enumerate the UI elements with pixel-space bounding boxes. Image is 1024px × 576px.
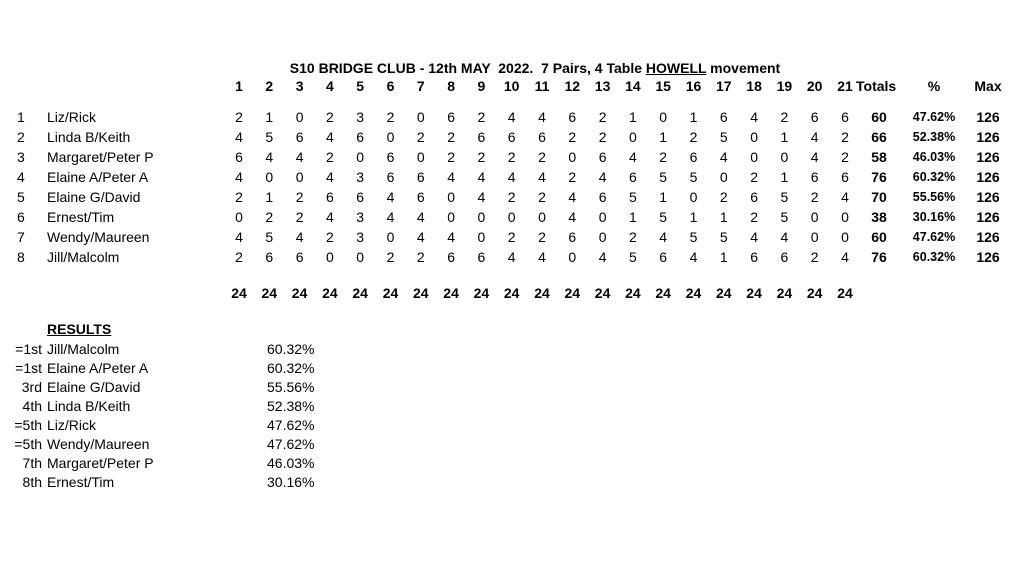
pair-max: 126	[976, 129, 1000, 145]
board-total: 24	[413, 285, 429, 301]
pair-max: 126	[976, 209, 1000, 225]
totals-header: Totals	[856, 78, 897, 94]
score-cell: 1	[780, 169, 789, 185]
result-name: Jill/Malcolm	[47, 341, 120, 357]
board-header: 21	[837, 78, 853, 94]
score-cell: 0	[386, 229, 395, 245]
pair-number: 6	[17, 209, 25, 225]
board-header: 18	[746, 78, 762, 94]
score-cell: 1	[659, 189, 668, 205]
pair-max: 126	[976, 249, 1000, 265]
score-cell: 2	[325, 149, 334, 165]
score-cell: 5	[659, 209, 668, 225]
board-header: 15	[655, 78, 671, 94]
score-cell: 2	[841, 149, 849, 165]
score-cell: 6	[477, 249, 486, 265]
score-cell: 4	[841, 249, 849, 265]
board-total: 24	[685, 285, 702, 301]
score-cell: 1	[659, 129, 668, 145]
score-cell: 3	[356, 169, 365, 185]
score-cell: 4	[265, 149, 274, 165]
pair-total: 76	[871, 249, 887, 265]
score-cell: 6	[356, 189, 365, 205]
score-cell: 0	[780, 149, 789, 165]
score-cell: 3	[356, 229, 365, 245]
board-total: 24	[716, 285, 732, 301]
board-header: 13	[594, 78, 611, 94]
score-cell: 0	[568, 249, 577, 265]
pair-percent: 52.38%	[912, 130, 956, 144]
score-cell: 5	[719, 229, 728, 245]
score-cell: 1	[689, 109, 698, 125]
score-cell: 1	[719, 209, 728, 225]
score-cell: 4	[295, 149, 304, 165]
pair-max: 126	[976, 229, 1000, 245]
score-cell: 4	[386, 189, 395, 205]
score-cell: 4	[689, 249, 698, 265]
board-total: 24	[625, 285, 641, 301]
score-cell: 1	[689, 209, 698, 225]
score-cell: 4	[538, 109, 546, 125]
score-cell: 6	[628, 169, 637, 185]
score-cell: 2	[386, 109, 395, 125]
board-total: 24	[837, 285, 853, 301]
score-cell: 6	[810, 109, 819, 125]
score-cell: 4	[507, 249, 516, 265]
result-place: =1st	[15, 360, 42, 376]
score-cell: 0	[295, 109, 304, 125]
score-cell: 4	[325, 209, 334, 225]
board-header: 1	[235, 78, 243, 94]
result-place: =5th	[14, 417, 42, 433]
score-cell: 5	[628, 189, 637, 205]
pair-number: 2	[17, 129, 25, 145]
score-cell: 4	[325, 169, 334, 185]
pair-name: Elaine A/Peter A	[47, 169, 149, 185]
score-cell: 0	[841, 229, 849, 245]
score-cell: 1	[628, 109, 637, 125]
score-cell: 2	[810, 249, 819, 265]
score-cell: 2	[477, 109, 486, 125]
score-cell: 2	[265, 209, 274, 225]
score-cell: 4	[810, 129, 819, 145]
score-cell: 2	[235, 109, 243, 125]
score-cell: 6	[659, 249, 668, 265]
score-cell: 3	[356, 109, 365, 125]
score-cell: 2	[659, 149, 668, 165]
board-header: 6	[386, 78, 395, 94]
score-cell: 6	[356, 129, 365, 145]
board-header: 8	[447, 78, 455, 94]
score-cell: 2	[628, 229, 637, 245]
board-header: 19	[776, 78, 793, 94]
result-place: 8th	[22, 474, 42, 490]
score-cell: 6	[568, 109, 577, 125]
board-total: 24	[322, 285, 338, 301]
score-cell: 0	[265, 169, 274, 185]
score-cell: 2	[598, 129, 607, 145]
result-percent: 52.38%	[267, 398, 315, 414]
board-total: 24	[564, 285, 581, 301]
score-cell: 4	[750, 229, 758, 245]
pair-number: 3	[17, 149, 25, 165]
score-cell: 2	[416, 129, 425, 145]
result-percent: 60.32%	[267, 360, 315, 376]
score-cell: 6	[386, 149, 395, 165]
score-cell: 2	[386, 249, 395, 265]
pair-name: Elaine G/David	[47, 189, 141, 205]
result-percent: 30.16%	[267, 474, 315, 490]
pair-percent: 47.62%	[912, 110, 956, 124]
score-cell: 6	[386, 169, 395, 185]
result-place: 7th	[22, 455, 42, 471]
score-cell: 6	[568, 229, 577, 245]
score-cell: 4	[386, 209, 395, 225]
pair-total: 58	[871, 149, 887, 165]
score-cell: 6	[477, 129, 486, 145]
score-cell: 2	[325, 229, 334, 245]
score-cell: 0	[447, 189, 455, 205]
score-cell: 6	[841, 169, 849, 185]
board-header: 2	[265, 78, 274, 94]
pair-number: 5	[17, 189, 25, 205]
pair-max: 126	[976, 109, 1000, 125]
score-cell: 6	[538, 129, 546, 145]
score-cell: 6	[780, 249, 789, 265]
board-header: 5	[356, 78, 365, 94]
score-cell: 5	[780, 189, 789, 205]
score-cell: 4	[598, 249, 607, 265]
score-cell: 2	[295, 209, 304, 225]
board-header: 11	[534, 78, 550, 94]
result-percent: 55.56%	[267, 379, 315, 395]
pair-total: 60	[871, 109, 887, 125]
score-cell: 6	[447, 249, 455, 265]
board-header: 9	[477, 78, 486, 94]
result-place: =1st	[15, 341, 42, 357]
board-header: 4	[325, 78, 334, 94]
result-place: 3rd	[21, 379, 42, 395]
score-cell: 6	[719, 109, 728, 125]
score-cell: 5	[689, 169, 698, 185]
score-cell: 6	[416, 169, 425, 185]
pair-max: 126	[976, 189, 1000, 205]
score-cell: 0	[325, 249, 334, 265]
score-cell: 0	[295, 169, 304, 185]
score-cell: 5	[628, 249, 637, 265]
pair-max: 126	[976, 169, 1000, 185]
pair-percent: 47.62%	[912, 230, 956, 244]
score-cell: 6	[295, 249, 304, 265]
score-cell: 2	[295, 189, 304, 205]
score-cell: 0	[810, 229, 819, 245]
score-cell: 2	[447, 129, 455, 145]
score-cell: 2	[719, 189, 728, 205]
score-cell: 0	[386, 129, 395, 145]
score-cell: 4	[477, 189, 486, 205]
score-cell: 4	[416, 209, 425, 225]
score-cell: 2	[780, 109, 789, 125]
board-total: 24	[473, 285, 490, 301]
board-total: 24	[352, 285, 368, 301]
pair-percent: 46.03%	[912, 150, 956, 164]
board-total: 24	[231, 285, 247, 301]
result-percent: 47.62%	[267, 436, 315, 452]
pair-name: Wendy/Maureen	[47, 229, 150, 245]
score-cell: 2	[598, 109, 607, 125]
pair-total: 38	[871, 209, 887, 225]
board-header: 20	[806, 78, 823, 94]
score-cell: 4	[235, 169, 243, 185]
score-cell: 0	[689, 189, 698, 205]
percent-header: %	[927, 78, 941, 94]
result-name: Liz/Rick	[47, 417, 97, 433]
score-cell: 2	[416, 249, 425, 265]
title-suffix: movement	[706, 60, 781, 76]
pair-name: Linda B/Keith	[47, 129, 131, 145]
board-header: 3	[295, 78, 304, 94]
score-cell: 2	[538, 229, 546, 245]
score-cell: 0	[235, 209, 243, 225]
score-cell: 5	[689, 229, 698, 245]
score-cell: 2	[750, 209, 758, 225]
score-cell: 5	[780, 209, 789, 225]
board-total: 24	[776, 285, 793, 301]
score-cell: 0	[659, 109, 668, 125]
board-header: 7	[416, 78, 425, 94]
score-cell: 4	[295, 229, 304, 245]
board-header: 17	[716, 78, 732, 94]
pair-total: 66	[871, 129, 887, 145]
board-total: 24	[503, 285, 520, 301]
score-cell: 2	[325, 109, 334, 125]
board-header: 12	[564, 78, 581, 94]
score-cell: 2	[810, 189, 819, 205]
page-title	[0, 60, 1024, 76]
score-cell: 4	[477, 169, 486, 185]
score-cell: 4	[507, 109, 516, 125]
score-cell: 0	[598, 229, 607, 245]
score-cell: 0	[568, 149, 577, 165]
score-cell: 6	[325, 189, 334, 205]
board-total: 24	[261, 285, 278, 301]
score-cell: 2	[568, 129, 577, 145]
title-underlined: HOWELL	[645, 60, 707, 76]
result-name: Ernest/Tim	[47, 474, 115, 490]
score-cell: 2	[235, 249, 243, 265]
score-cell: 6	[841, 109, 849, 125]
score-cell: 0	[598, 209, 607, 225]
pair-number: 4	[17, 169, 25, 185]
result-place: 4th	[22, 398, 42, 414]
score-cell: 0	[507, 209, 516, 225]
score-cell: 0	[628, 129, 637, 145]
score-cell: 5	[265, 129, 274, 145]
score-cell: 2	[507, 229, 516, 245]
max-header: Max	[974, 78, 1002, 94]
score-cell: 2	[568, 169, 577, 185]
score-cell: 6	[598, 149, 607, 165]
score-cell: 0	[538, 209, 546, 225]
results-title: RESULTS	[47, 321, 112, 337]
pair-name: Jill/Malcolm	[47, 249, 120, 265]
score-cell: 6	[810, 169, 819, 185]
score-cell: 4	[507, 169, 516, 185]
score-cell: 6	[447, 109, 455, 125]
score-cell: 4	[810, 149, 819, 165]
score-cell: 6	[265, 249, 274, 265]
score-cell: 0	[416, 109, 425, 125]
score-cell: 2	[538, 189, 546, 205]
board-header: 10	[503, 78, 520, 94]
board-total: 24	[291, 285, 308, 301]
score-cell: 2	[507, 149, 516, 165]
result-name: Elaine G/David	[47, 379, 141, 395]
score-cell: 4	[538, 249, 546, 265]
score-cell: 6	[416, 189, 425, 205]
score-cell: 2	[507, 189, 516, 205]
score-cell: 6	[235, 149, 243, 165]
score-cell: 1	[265, 109, 274, 125]
score-cell: 0	[477, 209, 486, 225]
result-percent: 46.03%	[267, 455, 315, 471]
score-cell: 3	[356, 209, 365, 225]
score-cell: 4	[538, 169, 546, 185]
pair-percent: 55.56%	[912, 190, 956, 204]
score-cell: 2	[750, 169, 758, 185]
pair-percent: 30.16%	[912, 210, 956, 224]
score-cell: 4	[416, 229, 425, 245]
board-total: 24	[655, 285, 671, 301]
pair-number: 1	[17, 109, 25, 125]
score-cell: 4	[628, 149, 637, 165]
score-cell: 2	[447, 149, 455, 165]
board-total: 24	[382, 285, 399, 301]
pair-percent: 60.32%	[912, 250, 956, 264]
result-name: Margaret/Peter P	[47, 455, 154, 471]
score-cell: 2	[538, 149, 546, 165]
result-percent: 47.62%	[267, 417, 315, 433]
score-cell: 2	[235, 189, 243, 205]
score-cell: 6	[750, 249, 758, 265]
title-text: S10 BRIDGE CLUB - 12th MAY 2022. 7 Pairs, 4 Table	[289, 60, 646, 76]
board-total: 24	[806, 285, 823, 301]
result-percent: 60.32%	[267, 341, 315, 357]
score-cell: 0	[750, 149, 758, 165]
score-cell: 4	[325, 129, 334, 145]
score-cell: 4	[235, 229, 243, 245]
score-cell: 6	[689, 149, 698, 165]
pair-number: 8	[17, 249, 25, 265]
score-cell: 0	[416, 149, 425, 165]
result-name: Linda B/Keith	[47, 398, 131, 414]
pair-total: 76	[871, 169, 887, 185]
board-total: 24	[443, 285, 459, 301]
score-cell: 4	[659, 229, 668, 245]
score-cell: 4	[447, 169, 455, 185]
score-cell: 4	[235, 129, 243, 145]
score-cell: 4	[750, 109, 758, 125]
score-cell: 0	[810, 209, 819, 225]
score-cell: 0	[477, 229, 486, 245]
score-cell: 5	[265, 229, 274, 245]
score-cell: 4	[780, 229, 789, 245]
score-cell: 4	[568, 189, 577, 205]
score-cell: 0	[841, 209, 849, 225]
pair-name: Margaret/Peter P	[47, 149, 154, 165]
score-cell: 1	[628, 209, 637, 225]
score-cell: 4	[447, 229, 455, 245]
score-cell: 6	[507, 129, 516, 145]
board-total: 24	[534, 285, 550, 301]
score-cell: 1	[719, 249, 728, 265]
score-cell: 0	[356, 249, 365, 265]
result-name: Wendy/Maureen	[47, 436, 150, 452]
board-header: 16	[685, 78, 702, 94]
pair-number: 7	[17, 229, 25, 245]
pair-percent: 60.32%	[912, 170, 956, 184]
score-cell: 0	[750, 129, 758, 145]
result-name: Elaine A/Peter A	[47, 360, 149, 376]
score-cell: 5	[719, 129, 728, 145]
score-cell: 1	[780, 129, 789, 145]
score-cell: 0	[447, 209, 455, 225]
score-cell: 4	[841, 189, 849, 205]
board-header: 14	[625, 78, 641, 94]
pair-name: Ernest/Tim	[47, 209, 115, 225]
pair-max: 126	[976, 149, 1000, 165]
score-cell: 2	[477, 149, 486, 165]
pair-total: 70	[871, 189, 887, 205]
score-cell: 6	[750, 189, 758, 205]
result-place: =5th	[14, 436, 42, 452]
board-total: 24	[746, 285, 762, 301]
score-cell: 4	[719, 149, 728, 165]
score-cell: 0	[719, 169, 728, 185]
score-cell: 6	[598, 189, 607, 205]
score-cell: 4	[568, 209, 577, 225]
score-cell: 2	[689, 129, 698, 145]
pair-total: 60	[871, 229, 887, 245]
board-total: 24	[594, 285, 611, 301]
score-cell: 5	[659, 169, 668, 185]
score-cell: 1	[265, 189, 274, 205]
score-cell: 2	[841, 129, 849, 145]
pair-name: Liz/Rick	[47, 109, 97, 125]
score-cell: 0	[356, 149, 365, 165]
score-cell: 4	[598, 169, 607, 185]
score-cell: 6	[295, 129, 304, 145]
